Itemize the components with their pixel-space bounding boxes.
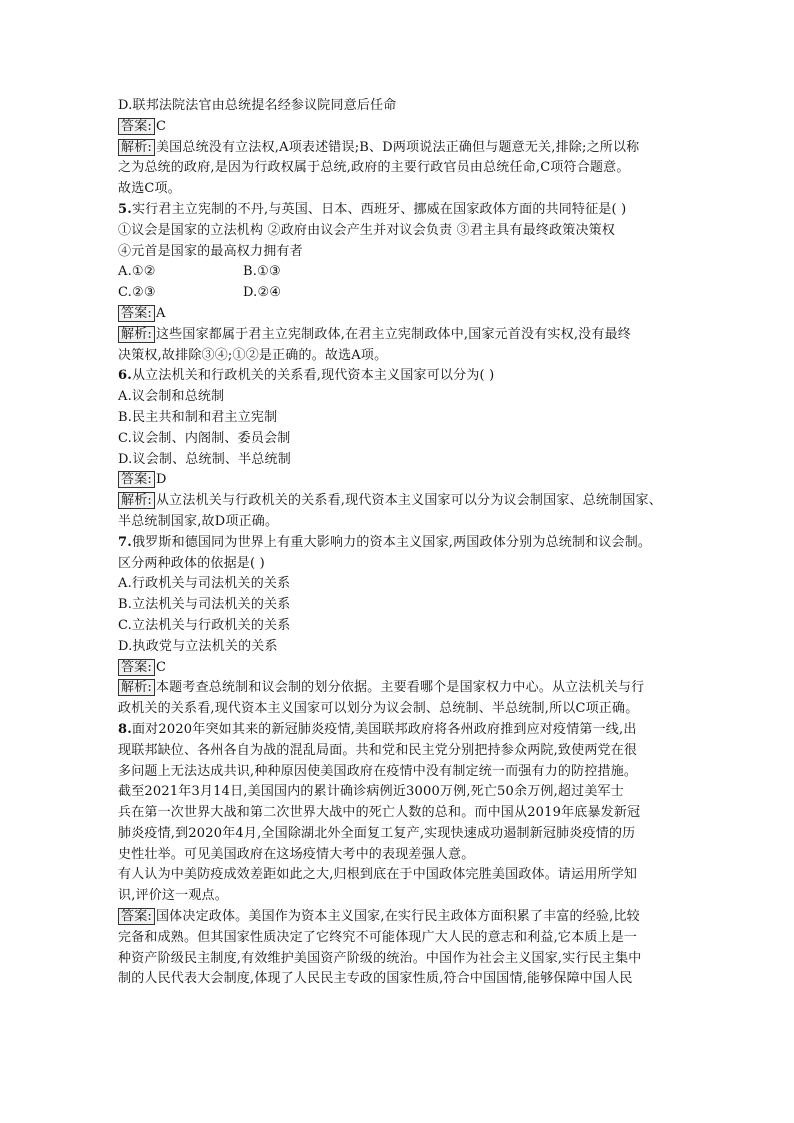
q8-stem: 有人认为中美防疫成效差距如此之大,归根到底在于中国政体完胜美国政体。请运用所学知 bbox=[118, 867, 638, 883]
option-a: A.①② bbox=[118, 264, 156, 280]
question-number: 7. bbox=[118, 534, 132, 550]
answer-label: 答案: bbox=[118, 118, 155, 135]
answer-value: C bbox=[155, 659, 167, 675]
q4-analysis-line: 解析: 美国总统没有立法权,A项表述错误;B、D两项说法正确但与题意无关,排除;之所以称 bbox=[118, 138, 680, 159]
q4-analysis-line: 之为总统的政府,是因为行政权属于总统,政府的主要行政官员由总统任命,C项符合题意。 bbox=[118, 160, 630, 176]
q6-option-c: C.议会制、内阁制、委员会制 bbox=[118, 430, 291, 446]
q8-stem: 肺炎疫情,到2020年4月,全国除湖北外全面复工复产,实现快速成功遏制新冠肺炎疫情的历 bbox=[118, 825, 636, 841]
q7-analysis-line: 政机关的关系看,现代资本主义国家可以划分为议会制、总统制、半总统制,所以C项正确。 bbox=[118, 701, 639, 717]
answer-value: A bbox=[155, 305, 166, 321]
analysis-label: 解析: bbox=[118, 679, 155, 696]
q8-stem: 识,评价这一观点。 bbox=[118, 888, 228, 904]
q7-option-a: A.行政机关与司法机关的关系 bbox=[118, 576, 291, 592]
q7-option-d: D.执政党与立法机关的关系 bbox=[118, 638, 278, 654]
answer-label: 答案: bbox=[118, 305, 155, 322]
q8-stem: 兵在第一次世界大战和第二次世界大战中的死亡人数的总和。而中国从2019年底暴发新冠 bbox=[118, 805, 641, 821]
document-page bbox=[118, 96, 680, 990]
option-d: D.②④ bbox=[243, 285, 282, 301]
q6-option-d: D.议会制、总统制、半总统制 bbox=[118, 451, 291, 467]
q5-option-row bbox=[118, 283, 680, 304]
q8-stem: 截至2021年3月14日,美国国内的累计确诊病例近3000万例,死亡50余万例,超过美军士 bbox=[118, 784, 624, 800]
q5-stem: 5.实行君主立宪制的不丹,与英国、日本、西班牙、挪威在国家政体方面的共同特征是( ) bbox=[118, 201, 627, 217]
q8-stem: 多问题上无法达成共识,种种原因使美国政府在疫情中没有制定统一而强有力的防控措施。 bbox=[118, 763, 638, 779]
q7-stem: 区分两种政体的依据是( ) bbox=[118, 555, 265, 571]
q4-answer bbox=[118, 117, 680, 138]
q8-answer-line: 种资产阶级民主制度,有效维护美国资产阶级的统治。中国作为社会主义国家,实行民主集中 bbox=[118, 950, 642, 966]
q7-option-c: C.立法机关与行政机关的关系 bbox=[118, 617, 291, 633]
q6-stem: 6.从立法机关和行政机关的关系看,现代资本主义国家可以分为( ) bbox=[118, 368, 495, 384]
answer-label: 答案: bbox=[118, 471, 155, 488]
q7-analysis-line: 解析: 本题考查总统制和议会制的划分依据。主要看哪个是国家权力中心。从立法机关与行 bbox=[118, 678, 680, 699]
q5-answer bbox=[118, 304, 680, 325]
analysis-label: 解析: bbox=[118, 139, 155, 156]
option-b: B.①③ bbox=[243, 264, 281, 280]
q8-stem: 现联邦缺位、各州各自为战的混乱局面。共和党和民主党分别把持参众两院,致使两党在很 bbox=[118, 742, 638, 758]
answer-value: D bbox=[155, 472, 167, 488]
q8-answer-line: 答案: 国体决定政体。美国作为资本主义国家,在实行民主政体方面积累了丰富的经验,比较 bbox=[118, 907, 680, 928]
q6-option-a: A.议会制和总统制 bbox=[118, 389, 225, 405]
option-c: C.②③ bbox=[118, 285, 156, 301]
q6-answer bbox=[118, 470, 680, 491]
analysis-label: 解析: bbox=[118, 492, 155, 509]
q5-items: ①议会是国家的立法机构 ②政府由议会产生并对议会负责 ③君主具有最终政策决策权 bbox=[118, 222, 616, 238]
answer-label: 答案: bbox=[118, 908, 155, 925]
q8-stem: 8.面对2020年突如其来的新冠肺炎疫情,美国联邦政府将各州政府推到应对疫情第一线,出 bbox=[118, 721, 637, 737]
q6-option-b: B.民主共和制和君主立宪制 bbox=[118, 409, 278, 425]
q5-option-row bbox=[118, 262, 680, 283]
q6-analysis-line: 半总统制国家,故D项正确。 bbox=[118, 513, 279, 529]
q7-stem: 7.俄罗斯和德国同为世界上有重大影响力的资本主义国家,两国政体分别为总统制和议会制。 bbox=[118, 534, 652, 550]
question-number: 6. bbox=[118, 368, 132, 384]
q7-option-b: B.立法机关与司法机关的关系 bbox=[118, 597, 291, 613]
q8-answer-line: 制的人民代表大会制度,体现了人民民主专政的国家性质,符合中国国情,能够保障中国人民 bbox=[118, 971, 633, 987]
question-number: 5. bbox=[118, 201, 132, 217]
q7-answer bbox=[118, 658, 680, 679]
q5-analysis-line: 解析: 这些国家都属于君主立宪制政体,在君主立宪制政体中,国家元首没有实权,没有最终 bbox=[118, 325, 680, 346]
answer-value: C bbox=[155, 118, 167, 134]
q6-analysis-line: 解析: 从立法机关与行政机关的关系看,现代资本主义国家可以分为议会制国家、总统制国家、 bbox=[118, 491, 680, 512]
answer-label: 答案: bbox=[118, 659, 155, 676]
q5-items: ④元首是国家的最高权力拥有者 bbox=[118, 243, 303, 259]
question-number: 8. bbox=[118, 721, 132, 737]
q5-analysis-line: 决策权,故排除③④;①②是正确的。故选A项。 bbox=[118, 347, 388, 363]
analysis-label: 解析: bbox=[118, 326, 155, 343]
q8-answer-line: 完备和成熟。但其国家性质决定了它终究不可能体现广大人民的意志和利益,它本质上是一 bbox=[118, 929, 638, 945]
q8-stem: 史性壮举。可见美国政府在这场疫情大考中的表现差强人意。 bbox=[118, 846, 475, 862]
q4-option-d: D.联邦法院法官由总统提名经参议院同意后任命 bbox=[118, 98, 397, 113]
q4-analysis-line: 故选C项。 bbox=[118, 181, 181, 197]
